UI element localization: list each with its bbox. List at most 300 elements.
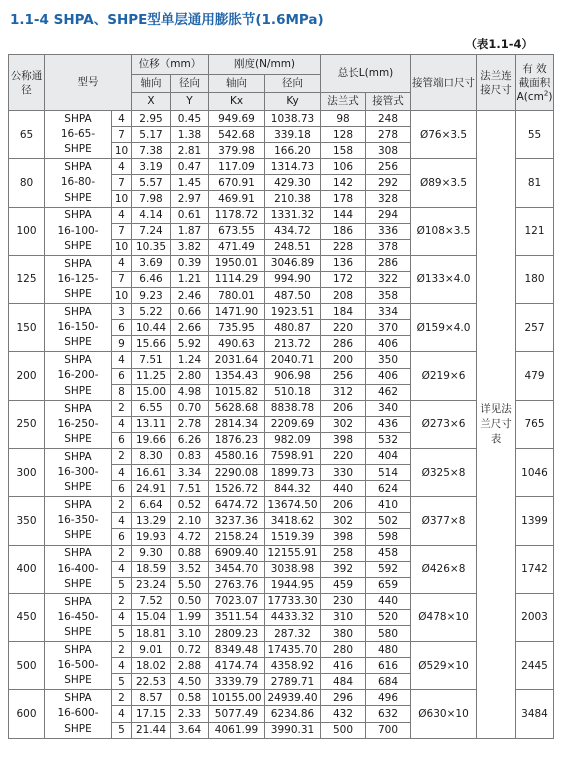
radial-stiff-cell: 906.98 [265,368,321,384]
model-cell [45,545,112,593]
flange-length-cell: 136 [321,255,366,271]
model-cell [45,159,112,207]
model-line: SHPE [64,143,92,156]
radial-disp-cell: 0.45 [171,111,209,127]
radial-disp-cell: 7.51 [171,481,209,497]
axial-disp-cell: 23.24 [132,577,171,593]
waves-cell: 6 [112,320,132,336]
axial-stiff-cell: 673.55 [209,223,265,239]
pipe-length-cell: 340 [366,400,411,416]
area-cell: 479 [516,352,554,400]
radial-stiff-cell: 13674.50 [265,497,321,513]
axial-disp-cell: 8.57 [132,690,171,706]
flange-length-cell: 172 [321,271,366,287]
area-cell: 1399 [516,497,554,545]
radial-stiff-cell: 3418.62 [265,513,321,529]
port-cell: Ø159×4.0 [411,304,477,352]
header-stiffness: 刚度(N/mm) [209,55,321,75]
waves-cell: 3 [112,304,132,320]
radial-disp-cell: 2.46 [171,288,209,304]
model-cell [45,690,112,738]
axial-disp-cell: 6.55 [132,400,171,416]
flange-length-cell: 200 [321,352,366,368]
radial-stiff-cell: 17435.70 [265,642,321,658]
header-flange-conn: 法兰连接尺寸 [477,55,516,111]
waves-cell: 10 [112,288,132,304]
pipe-length-cell: 684 [366,674,411,690]
port-cell: Ø89×3.5 [411,159,477,207]
axial-stiff-cell: 780.01 [209,288,265,304]
pipe-length-cell: 378 [366,239,411,255]
radial-disp-cell: 1.38 [171,127,209,143]
waves-cell: 5 [112,577,132,593]
model-line: SHPE [64,288,92,301]
pipe-length-cell: 350 [366,352,411,368]
area-cell: 1742 [516,545,554,593]
axial-disp-cell: 13.11 [132,416,171,432]
radial-stiff-cell: 429.30 [265,175,321,191]
axial-disp-cell: 19.66 [132,432,171,448]
model-line: SHPA [64,209,92,222]
flange-length-cell: 392 [321,561,366,577]
radial-stiff-cell: 3990.31 [265,722,321,738]
axial-stiff-cell: 2031.64 [209,352,265,368]
axial-stiff-cell: 7023.07 [209,593,265,609]
pipe-length-cell: 406 [366,368,411,384]
flange-length-cell: 208 [321,288,366,304]
radial-stiff-cell: 287.32 [265,626,321,642]
radial-stiff-cell: 1944.95 [265,577,321,593]
model-line: 16-450- [57,610,99,623]
model-line: 16-400- [57,562,99,575]
header-symbol-x: X [132,93,171,111]
pipe-length-cell: 292 [366,175,411,191]
waves-cell: 2 [112,497,132,513]
table-row [9,448,554,464]
waves-cell: 2 [112,400,132,416]
pipe-length-cell: 278 [366,127,411,143]
radial-disp-cell: 0.52 [171,497,209,513]
dn-cell: 80 [9,159,45,207]
flange-length-cell: 416 [321,658,366,674]
waves-cell: 10 [112,239,132,255]
axial-stiff-cell: 2158.24 [209,529,265,545]
model-cell [45,111,112,159]
radial-stiff-cell: 1331.32 [265,207,321,223]
waves-cell: 4 [112,255,132,271]
pipe-length-cell: 436 [366,416,411,432]
axial-stiff-cell: 1950.01 [209,255,265,271]
axial-stiff-cell: 490.63 [209,336,265,352]
header-symbol-y: Y [171,93,209,111]
radial-disp-cell: 0.72 [171,642,209,658]
waves-cell: 4 [112,416,132,432]
area-cell: 55 [516,111,554,159]
model-line: SHPA [64,402,92,415]
pipe-length-cell: 462 [366,384,411,400]
model-cell [45,593,112,641]
axial-stiff-cell: 1015.82 [209,384,265,400]
flange-length-cell: 330 [321,465,366,481]
model-line: SHPA [64,595,92,608]
radial-disp-cell: 0.66 [171,304,209,320]
flange-length-cell: 296 [321,690,366,706]
radial-stiff-cell: 2209.69 [265,416,321,432]
axial-stiff-cell: 1178.72 [209,207,265,223]
table-row [9,400,554,416]
axial-stiff-cell: 1114.29 [209,271,265,287]
axial-disp-cell: 15.04 [132,609,171,625]
model-line: 16-100- [57,224,99,237]
pipe-length-cell: 496 [366,690,411,706]
radial-disp-cell: 1.87 [171,223,209,239]
model-line: SHPA [64,692,92,705]
axial-disp-cell: 5.22 [132,304,171,320]
radial-stiff-cell: 8838.78 [265,400,321,416]
flange-length-cell: 302 [321,513,366,529]
pipe-length-cell: 334 [366,304,411,320]
pipe-length-cell: 322 [366,271,411,287]
radial-disp-cell: 2.78 [171,416,209,432]
axial-stiff-cell: 10155.00 [209,690,265,706]
flange-length-cell: 184 [321,304,366,320]
axial-stiff-cell: 3339.79 [209,674,265,690]
axial-disp-cell: 21.44 [132,722,171,738]
pipe-length-cell: 440 [366,593,411,609]
axial-stiff-cell: 670.91 [209,175,265,191]
dn-cell: 250 [9,400,45,448]
axial-disp-cell: 5.57 [132,175,171,191]
header-displacement: 位移（mm） [132,55,209,75]
model-line: SHPA [64,547,92,560]
model-line: 16-65- [60,128,96,141]
port-cell: Ø273×6 [411,400,477,448]
axial-disp-cell: 10.44 [132,320,171,336]
pipe-length-cell: 700 [366,722,411,738]
radial-disp-cell: 0.47 [171,159,209,175]
pipe-length-cell: 248 [366,111,411,127]
axial-disp-cell: 16.61 [132,465,171,481]
axial-stiff-cell: 949.69 [209,111,265,127]
pipe-length-cell: 404 [366,448,411,464]
radial-stiff-cell: 6234.86 [265,706,321,722]
waves-cell: 6 [112,481,132,497]
radial-disp-cell: 1.45 [171,175,209,191]
model-line: SHPE [64,481,92,494]
flange-length-cell: 258 [321,545,366,561]
axial-disp-cell: 15.00 [132,384,171,400]
axial-disp-cell: 8.30 [132,448,171,464]
pipe-length-cell: 598 [366,529,411,545]
flange-length-cell: 398 [321,529,366,545]
header-symbol-kx: Kx [209,93,265,111]
model-line: 16-125- [57,272,99,285]
radial-stiff-cell: 1923.51 [265,304,321,320]
waves-cell: 9 [112,336,132,352]
model-cell [45,448,112,496]
flange-length-cell: 220 [321,320,366,336]
waves-cell: 4 [112,207,132,223]
radial-stiff-cell: 17733.30 [265,593,321,609]
radial-disp-cell: 4.50 [171,674,209,690]
radial-stiff-cell: 1038.73 [265,111,321,127]
axial-stiff-cell: 542.68 [209,127,265,143]
flange-length-cell: 312 [321,384,366,400]
radial-disp-cell: 5.50 [171,577,209,593]
radial-stiff-cell: 1899.73 [265,465,321,481]
model-line: SHPE [64,432,92,445]
flange-length-cell: 220 [321,448,366,464]
axial-stiff-cell: 469.91 [209,191,265,207]
radial-stiff-cell: 213.72 [265,336,321,352]
table-row [9,545,554,561]
area-cell: 1046 [516,448,554,496]
radial-disp-cell: 0.39 [171,255,209,271]
axial-disp-cell: 18.59 [132,561,171,577]
flange-length-cell: 459 [321,577,366,593]
axial-disp-cell: 5.17 [132,127,171,143]
model-line: SHPE [64,674,92,687]
axial-stiff-cell: 2814.34 [209,416,265,432]
radial-disp-cell: 0.58 [171,690,209,706]
axial-stiff-cell: 2809.23 [209,626,265,642]
dn-cell: 500 [9,642,45,690]
radial-stiff-cell: 994.90 [265,271,321,287]
radial-disp-cell: 1.21 [171,271,209,287]
radial-stiff-cell: 480.87 [265,320,321,336]
radial-disp-cell: 2.97 [171,191,209,207]
radial-disp-cell: 4.98 [171,384,209,400]
radial-disp-cell: 2.88 [171,658,209,674]
waves-cell: 4 [112,658,132,674]
axial-disp-cell: 17.15 [132,706,171,722]
table-row [9,690,554,706]
axial-disp-cell: 18.81 [132,626,171,642]
model-cell [45,255,112,303]
axial-disp-cell: 3.19 [132,159,171,175]
pipe-length-cell: 592 [366,561,411,577]
pipe-length-cell: 370 [366,320,411,336]
model-line: SHPE [64,529,92,542]
header-total-length: 总长L(mm) [321,55,411,93]
port-cell: Ø325×8 [411,448,477,496]
radial-disp-cell: 5.92 [171,336,209,352]
spec-table [8,54,554,739]
flange-length-cell: 398 [321,432,366,448]
model-line: 16-250- [57,417,99,430]
radial-stiff-cell: 487.50 [265,288,321,304]
axial-stiff-cell: 6909.40 [209,545,265,561]
axial-disp-cell: 2.95 [132,111,171,127]
dn-cell: 600 [9,690,45,738]
axial-stiff-cell: 4174.74 [209,658,265,674]
waves-cell: 7 [112,271,132,287]
flange-length-cell: 302 [321,416,366,432]
pipe-length-cell: 514 [366,465,411,481]
radial-disp-cell: 1.99 [171,609,209,625]
flange-length-cell: 280 [321,642,366,658]
header-model: 型号 [45,55,132,111]
axial-disp-cell: 24.91 [132,481,171,497]
area-cell: 257 [516,304,554,352]
page-title: 1.1-4 SHPA、SHPE型单层通用膨胀节(1.6MPa) [10,12,324,28]
flange-length-cell: 206 [321,400,366,416]
radial-stiff-cell: 7598.91 [265,448,321,464]
axial-stiff-cell: 2763.76 [209,577,265,593]
pipe-length-cell: 458 [366,545,411,561]
flange-note-cell: 详见法 兰尺寸 表 [477,111,516,739]
waves-cell: 7 [112,223,132,239]
flange-length-cell: 500 [321,722,366,738]
pipe-length-cell: 336 [366,223,411,239]
axial-stiff-cell: 6474.72 [209,497,265,513]
radial-disp-cell: 2.33 [171,706,209,722]
dn-cell: 65 [9,111,45,159]
radial-disp-cell: 0.70 [171,400,209,416]
waves-cell: 4 [112,159,132,175]
waves-cell: 4 [112,513,132,529]
flange-length-cell: 440 [321,481,366,497]
pipe-length-cell: 480 [366,642,411,658]
dn-cell: 125 [9,255,45,303]
waves-cell: 2 [112,642,132,658]
radial-stiff-cell: 2040.71 [265,352,321,368]
model-line: SHPA [64,161,92,174]
radial-stiff-cell: 339.18 [265,127,321,143]
radial-stiff-cell: 166.20 [265,143,321,159]
radial-stiff-cell: 844.32 [265,481,321,497]
flange-length-cell: 432 [321,706,366,722]
waves-cell: 6 [112,529,132,545]
header-dn: 公称通径 [9,55,45,111]
axial-stiff-cell: 1354.43 [209,368,265,384]
waves-cell: 5 [112,626,132,642]
model-cell [45,207,112,255]
axial-disp-cell: 19.93 [132,529,171,545]
model-line: SHPE [64,577,92,590]
header-flange-type: 法兰式 [321,93,366,111]
area-cell: 2003 [516,593,554,641]
flange-length-cell: 380 [321,626,366,642]
model-line: SHPA [64,305,92,318]
radial-disp-cell: 0.88 [171,545,209,561]
flange-length-cell: 230 [321,593,366,609]
axial-disp-cell: 7.98 [132,191,171,207]
axial-disp-cell: 10.35 [132,239,171,255]
pipe-length-cell: 616 [366,658,411,674]
header-disp-radial: 径向 [171,75,209,93]
radial-disp-cell: 2.80 [171,368,209,384]
port-cell: Ø219×6 [411,352,477,400]
radial-disp-cell: 3.52 [171,561,209,577]
radial-disp-cell: 1.24 [171,352,209,368]
area-cell: 3484 [516,690,554,738]
radial-stiff-cell: 4358.92 [265,658,321,674]
model-line: 16-150- [57,321,99,334]
axial-stiff-cell: 2290.08 [209,465,265,481]
axial-disp-cell: 9.01 [132,642,171,658]
axial-disp-cell: 7.51 [132,352,171,368]
port-cell: Ø76×3.5 [411,111,477,159]
port-cell: Ø529×10 [411,642,477,690]
table-row [9,593,554,609]
table-row [9,352,554,368]
axial-stiff-cell: 8349.48 [209,642,265,658]
pipe-length-cell: 256 [366,159,411,175]
radial-stiff-cell: 3046.89 [265,255,321,271]
waves-cell: 5 [112,674,132,690]
flange-length-cell: 228 [321,239,366,255]
flange-length-cell: 256 [321,368,366,384]
waves-cell: 4 [112,609,132,625]
flange-length-cell: 144 [321,207,366,223]
model-cell [45,400,112,448]
header-disp-axial: 轴向 [132,75,171,93]
model-cell [45,304,112,352]
radial-disp-cell: 3.34 [171,465,209,481]
axial-stiff-cell: 4061.99 [209,722,265,738]
radial-stiff-cell: 1519.39 [265,529,321,545]
radial-disp-cell: 0.61 [171,207,209,223]
flange-length-cell: 178 [321,191,366,207]
model-cell [45,642,112,690]
waves-cell: 4 [112,111,132,127]
table-row [9,304,554,320]
spec-table-body [9,111,554,739]
waves-cell: 6 [112,368,132,384]
axial-stiff-cell: 4580.16 [209,448,265,464]
header-stiff-axial: 轴向 [209,75,265,93]
table-row [9,159,554,175]
pipe-length-cell: 580 [366,626,411,642]
flange-length-cell: 186 [321,223,366,239]
radial-disp-cell: 0.83 [171,448,209,464]
table-row [9,642,554,658]
table-row [9,497,554,513]
flange-length-cell: 142 [321,175,366,191]
dn-cell: 100 [9,207,45,255]
port-cell: Ø426×8 [411,545,477,593]
radial-stiff-cell: 982.09 [265,432,321,448]
radial-stiff-cell: 24939.40 [265,690,321,706]
waves-cell: 2 [112,690,132,706]
axial-stiff-cell: 3237.36 [209,513,265,529]
model-line: 16-350- [57,514,99,527]
waves-cell: 10 [112,191,132,207]
pipe-length-cell: 532 [366,432,411,448]
model-line: SHPA [64,112,92,125]
axial-stiff-cell: 1471.90 [209,304,265,320]
axial-stiff-cell: 1876.23 [209,432,265,448]
radial-disp-cell: 2.66 [171,320,209,336]
flange-length-cell: 286 [321,336,366,352]
waves-cell: 10 [112,143,132,159]
axial-disp-cell: 13.29 [132,513,171,529]
waves-cell: 8 [112,384,132,400]
dn-cell: 300 [9,448,45,496]
radial-stiff-cell: 434.72 [265,223,321,239]
axial-stiff-cell: 117.09 [209,159,265,175]
model-line: SHPE [64,336,92,349]
axial-stiff-cell: 5077.49 [209,706,265,722]
flange-length-cell: 128 [321,127,366,143]
model-line: SHPE [64,239,92,252]
radial-stiff-cell: 210.38 [265,191,321,207]
waves-cell: 2 [112,593,132,609]
model-cell [45,352,112,400]
waves-cell: 4 [112,465,132,481]
pipe-length-cell: 328 [366,191,411,207]
